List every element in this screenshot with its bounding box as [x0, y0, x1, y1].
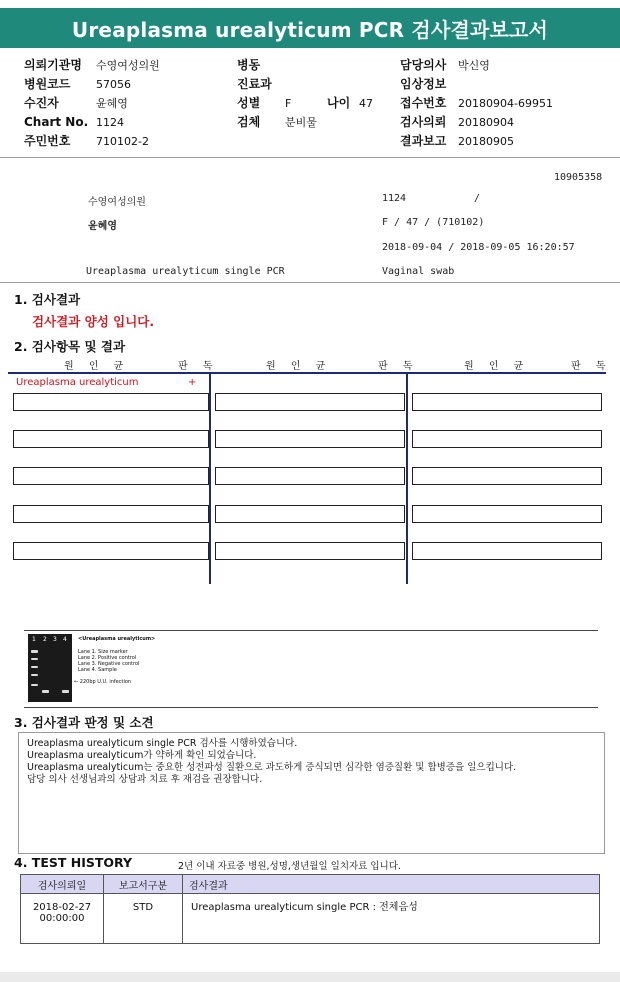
receipt-no-label: 접수번호 — [400, 96, 447, 110]
gel-legend-line: Lane 1. Size marker — [78, 649, 128, 655]
gel-band-label: ← 220bp U.U. infection — [74, 679, 132, 685]
request-date-label: 검사의뢰 — [400, 115, 447, 129]
lane-number: 4 — [63, 636, 67, 643]
header-col-1 — [24, 56, 160, 151]
opinion-box — [18, 732, 605, 854]
section-2-heading: 2. 검사항목 및 결과 — [14, 339, 126, 354]
hospital-code-value: 57056 — [96, 78, 131, 91]
gel-band — [62, 690, 69, 693]
report-code: 10905358 — [554, 172, 603, 183]
section-1-heading: 1. 검사결과 — [14, 292, 81, 307]
item-slot — [13, 505, 209, 523]
history-result: Ureaplasma urealyticum single PCR : 전체음성 — [183, 894, 600, 944]
item-slot — [412, 542, 602, 560]
item-slot — [412, 467, 602, 485]
page-bottom-strip — [0, 972, 620, 982]
gel-image — [28, 634, 72, 702]
section-3-heading: 3. 검사결과 판정 및 소견 — [14, 715, 154, 730]
item-slot — [412, 393, 602, 411]
report-date-value: 20180905 — [458, 135, 514, 148]
table-row[interactable] — [21, 894, 600, 944]
gel-band — [31, 650, 38, 653]
column-divider-1 — [209, 374, 211, 584]
meta-dates: 2018-09-04 / 2018-09-05 16:20:57 — [382, 242, 575, 253]
item-slot — [215, 505, 405, 523]
first-item-row — [16, 377, 204, 388]
age-value: 47 — [359, 97, 373, 110]
meta-patient: 윤혜영 — [88, 221, 117, 232]
col-header-reading-2: 판 독 — [378, 361, 419, 372]
request-date-value: 20180904 — [458, 116, 514, 129]
organism-result-mark: + — [188, 377, 197, 388]
sex-label: 성별 — [237, 96, 261, 110]
gel-legend-line: Lane 3. Negative control — [78, 661, 140, 667]
item-slot — [412, 505, 602, 523]
gel-band — [31, 658, 38, 660]
item-slot — [13, 467, 209, 485]
report-date-label: 결과보고 — [400, 134, 447, 148]
sex-value: F — [285, 97, 292, 110]
organism-name: Ureaplasma urealyticum — [16, 377, 139, 388]
opinion-line: Ureaplasma urealyticum는 중요한 성전파성 질환으로 과도하게 증식되면 심각한 염증질환 및 합병증을 일으킵니다. — [27, 762, 517, 773]
gel-legend-line: Lane 2. Positive control — [78, 655, 137, 661]
opinion-line: Ureaplasma urealyticum가 약하게 확인 되었습니다. — [27, 750, 257, 761]
col-header-reading-3: 판 독 — [571, 361, 612, 372]
gel-title: <Ureaplasma urealyticum> — [78, 636, 156, 642]
item-slot — [13, 393, 209, 411]
item-slot — [13, 542, 209, 560]
ward-label: 병동 — [237, 58, 261, 72]
history-col-result: 검사결과 — [183, 875, 600, 894]
items-table-header — [8, 356, 612, 374]
col-header-reading-1: 판 독 — [178, 361, 219, 372]
lane-number: 3 — [53, 636, 57, 643]
gel-legend-line: Lane 4. Sample — [78, 667, 117, 673]
chart-no-value: 1124 — [96, 116, 124, 129]
history-date-cell — [21, 894, 104, 944]
resident-no-label: 주민번호 — [24, 134, 71, 148]
doctor-value: 박신영 — [458, 59, 490, 72]
history-time: 00:00:00 — [39, 913, 85, 924]
gel-band — [31, 684, 38, 686]
hospital-label: 의뢰기관명 — [24, 58, 82, 72]
header-col-3 — [400, 56, 553, 151]
section-4-heading: 4. TEST HISTORY — [14, 855, 133, 870]
header-col-2 — [237, 56, 373, 132]
item-slot — [412, 430, 602, 448]
opinion-line: 담당 의사 선생님과의 상담과 치료 후 재검을 권장합니다. — [27, 774, 263, 785]
receipt-no-value: 20180904-69951 — [458, 97, 553, 110]
meta-hospital: 수영여성의원 — [88, 197, 146, 208]
test-history-table — [20, 874, 600, 944]
history-header-row — [21, 875, 600, 894]
header-divider — [0, 157, 620, 158]
item-slot — [215, 542, 405, 560]
resident-no-value: 710102-2 — [96, 135, 149, 148]
item-slot — [13, 430, 209, 448]
lane-number: 1 — [32, 636, 36, 643]
hospital-code-label: 병원코드 — [24, 77, 71, 91]
item-slot — [215, 467, 405, 485]
item-slot — [215, 430, 405, 448]
patient-label: 수진자 — [24, 96, 59, 110]
meta-divider — [0, 282, 620, 283]
specimen-label: 검체 — [237, 115, 261, 129]
meta-test-name: Ureaplasma urealyticum single PCR — [86, 266, 285, 277]
patient-value: 윤혜영 — [96, 97, 128, 110]
lane-number: 2 — [43, 636, 47, 643]
meta-chart-no: 1124 — [382, 193, 407, 204]
department-label: 진료과 — [237, 77, 272, 91]
item-slot — [215, 393, 405, 411]
history-note: 2년 이내 자료중 병원,성명,생년월일 일치자료 입니다. — [178, 861, 401, 872]
gel-band — [31, 674, 38, 676]
meta-slash: / — [474, 193, 481, 204]
meta-sex-age: F / 47 / (710102) — [382, 217, 485, 228]
gel-electrophoresis-panel — [24, 630, 598, 708]
age-label: 나이 — [327, 96, 351, 110]
report-title: Ureaplasma urealyticum PCR 검사결과보고서 — [0, 8, 620, 48]
clinical-info-label: 임상정보 — [400, 77, 447, 91]
column-divider-2 — [406, 374, 408, 584]
history-date: 2018-02-27 — [32, 902, 92, 913]
gel-band — [42, 690, 49, 693]
gel-band — [31, 666, 38, 668]
hospital-value: 수영여성의원 — [96, 59, 160, 72]
history-col-date: 검사의뢰일 — [21, 875, 104, 894]
specimen-value: 분비물 — [285, 116, 317, 129]
col-header-organism-3: 원 인 균 — [464, 361, 530, 372]
chart-no-label: Chart No. — [24, 115, 89, 129]
meta-specimen: Vaginal swab — [382, 266, 455, 277]
opinion-line: Ureaplasma urealyticum single PCR 검사를 시행하였습니다. — [27, 738, 298, 749]
history-col-type: 보고서구분 — [104, 875, 183, 894]
result-positive-text: 검사결과 양성 입니다. — [32, 314, 155, 329]
col-header-organism-1: 원 인 균 — [64, 361, 130, 372]
col-header-organism-2: 원 인 균 — [266, 361, 332, 372]
history-type: STD — [104, 894, 183, 944]
doctor-label: 담당의사 — [400, 58, 447, 72]
